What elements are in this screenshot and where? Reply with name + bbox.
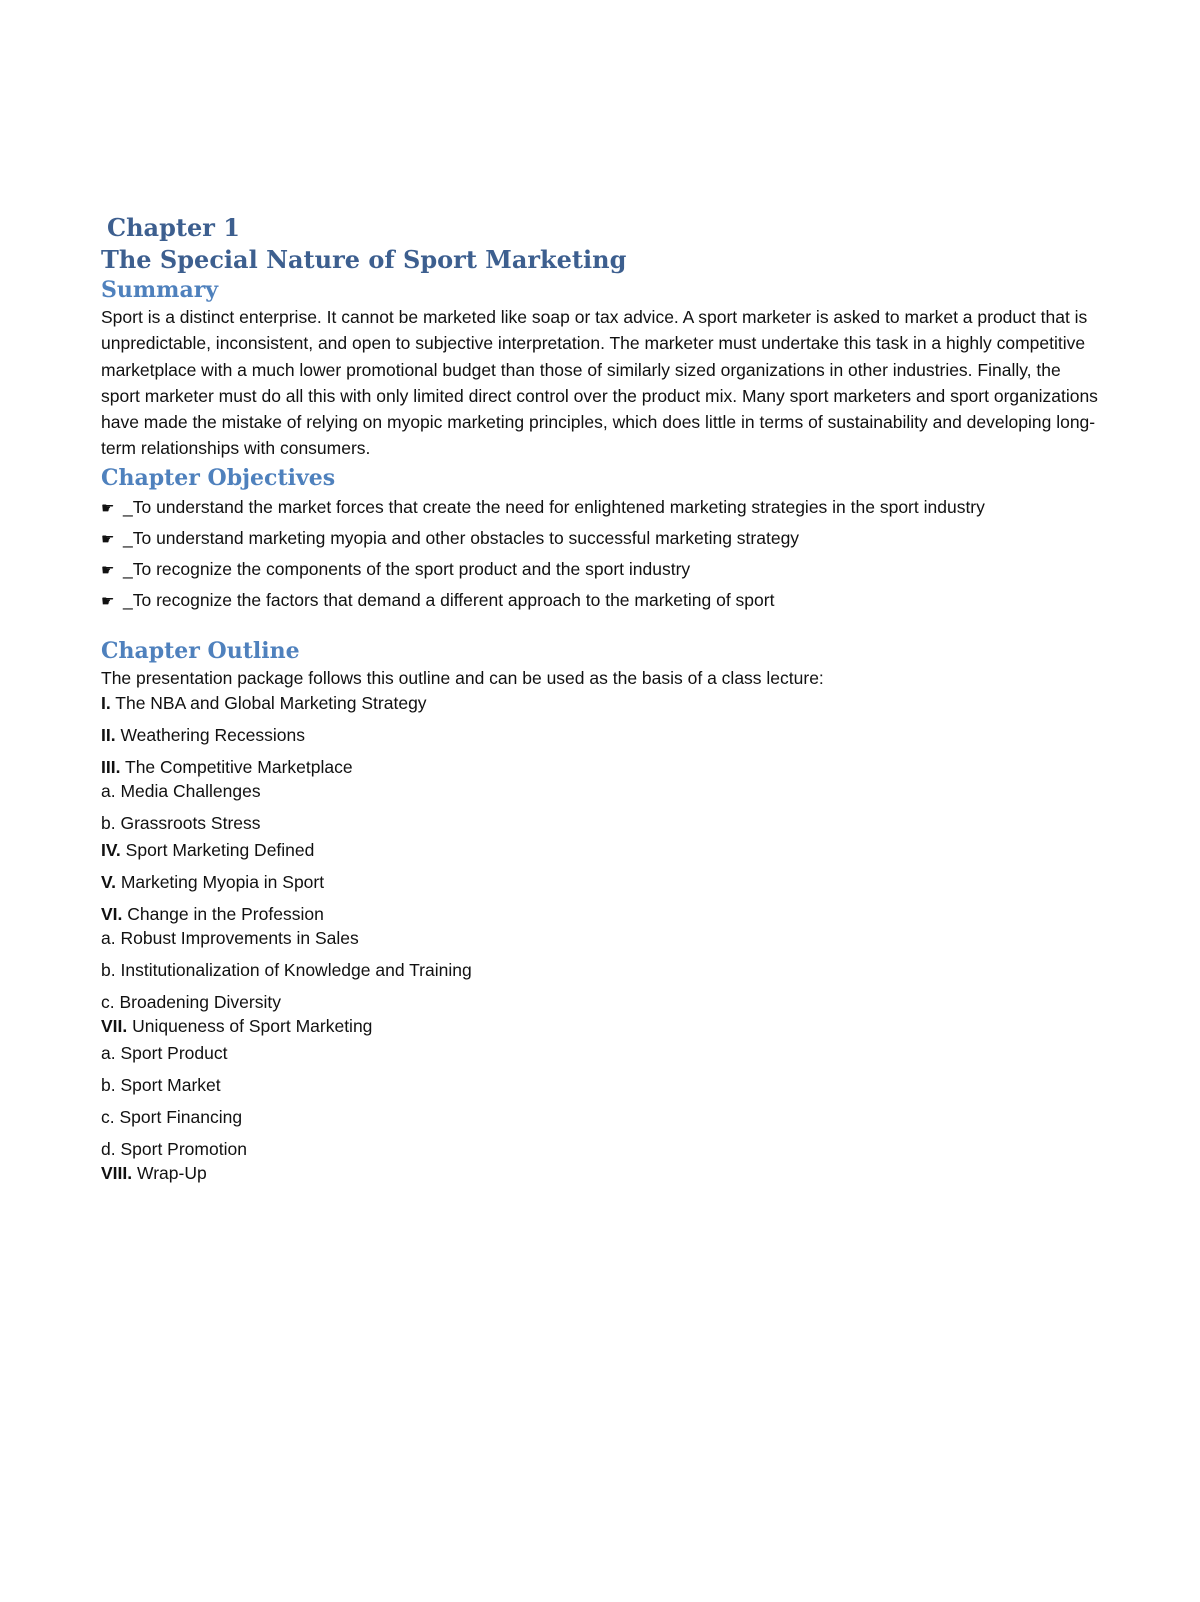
chapter-number: Chapter 1 <box>107 213 240 242</box>
outline-heading: Chapter Outline <box>101 637 300 664</box>
objective-item <box>101 494 1101 522</box>
document-content <box>101 212 1101 1185</box>
outline-item <box>101 811 1101 835</box>
outline-text: Institutionalization of Knowledge and Training <box>120 960 472 981</box>
outline-item <box>101 838 1101 862</box>
outline-text: The Competitive Marketplace <box>125 757 353 778</box>
outline-item <box>101 1161 1101 1185</box>
pointing-hand-icon: ☛ <box>101 530 115 548</box>
outline-item <box>101 1137 1101 1161</box>
objective-text: _To recognize the components of the sport product and the sport industry <box>123 558 691 579</box>
objective-item <box>101 525 1101 553</box>
outline-text: Grassroots Stress <box>120 813 261 834</box>
pointing-hand-icon: ☛ <box>101 499 115 517</box>
outline-text: Change in the Profession <box>127 904 324 925</box>
outline-text: Wrap-Up <box>137 1163 207 1184</box>
outline-text: Sport Market <box>120 1075 221 1096</box>
outline-number: II. <box>101 725 116 746</box>
objective-text: _To understand the market forces that create the need for enlightened marketing strategies in the sport industry <box>123 496 985 517</box>
outline-number: d. <box>101 1139 116 1160</box>
outline-number: V. <box>101 872 116 893</box>
outline-item <box>101 723 1101 747</box>
pointing-hand-icon: ☛ <box>101 561 115 579</box>
outline-number: a. <box>101 1043 116 1064</box>
outline-text: Sport Marketing Defined <box>125 840 315 861</box>
outline-text: Robust Improvements in Sales <box>120 928 359 949</box>
outline-number: c. <box>101 992 115 1013</box>
outline-item <box>101 926 1101 950</box>
outline-number: b. <box>101 1075 116 1096</box>
outline-number: b. <box>101 813 116 834</box>
outline-item <box>101 1041 1101 1065</box>
outline-number: VI. <box>101 904 123 925</box>
chapter-title: The Special Nature of Sport Marketing <box>101 245 627 274</box>
pointing-hand-icon: ☛ <box>101 592 115 610</box>
objectives-list <box>101 494 1101 615</box>
outline-item <box>101 990 1101 1014</box>
outline-number: b. <box>101 960 116 981</box>
summary-heading: Summary <box>101 277 219 303</box>
outline-item <box>101 779 1101 803</box>
objective-text: _To understand marketing myopia and other obstacles to successful marketing strategy <box>123 527 800 548</box>
outline-text: Weathering Recessions <box>120 725 305 746</box>
outline-text: Marketing Myopia in Sport <box>120 872 325 893</box>
outline-item <box>101 755 1101 779</box>
objective-item <box>101 556 1101 584</box>
outline-number: III. <box>101 757 121 778</box>
outline-number: IV. <box>101 840 121 861</box>
outline-text: Sport Product <box>120 1043 228 1064</box>
outline-intro: The presentation package follows this outline and can be used as the basis of a class lecture: <box>101 667 824 688</box>
outline-item <box>101 902 1101 926</box>
outline-list <box>101 691 1101 1185</box>
outline-text: Sport Financing <box>119 1107 243 1128</box>
outline-text: Broadening Diversity <box>119 992 281 1013</box>
outline-item <box>101 958 1101 982</box>
outline-number: I. <box>101 693 111 714</box>
outline-item <box>101 1105 1101 1129</box>
objective-item <box>101 587 1101 615</box>
outline-number: a. <box>101 781 116 802</box>
objectives-heading: Chapter Objectives <box>101 464 336 491</box>
outline-number: a. <box>101 928 116 949</box>
outline-text: Media Challenges <box>120 781 261 802</box>
outline-item <box>101 1073 1101 1097</box>
objective-text: _To recognize the factors that demand a different approach to the marketing of sport <box>123 589 775 610</box>
outline-item <box>101 691 1101 715</box>
outline-item <box>101 1014 1101 1038</box>
outline-text: The NBA and Global Marketing Strategy <box>115 693 427 714</box>
outline-number: c. <box>101 1107 115 1128</box>
outline-text: Sport Promotion <box>120 1139 247 1160</box>
outline-text: Uniqueness of Sport Marketing <box>132 1016 373 1037</box>
summary-text: Sport is a distinct enterprise. It cannot be marketed like soap or tax advice. A sport marketer is asked to market a product that is unpredictable, inconsistent, and open to subjective interpretation. The marketer must undertake this task in a highly competitive marketplace with a much lower promotional budget than those of similarly sized organizations in other industries. Finally, the sport marketer must do all this with only limited direct control over the product mix. Many sport marketers and sport organizations have made the mistake of relying on myopic marketing principles, which does little in terms of sustainability and developing long-term relationships with consumers. <box>101 307 1098 459</box>
outline-item <box>101 870 1101 894</box>
outline-number: VII. <box>101 1016 128 1037</box>
outline-number: VIII. <box>101 1163 133 1184</box>
